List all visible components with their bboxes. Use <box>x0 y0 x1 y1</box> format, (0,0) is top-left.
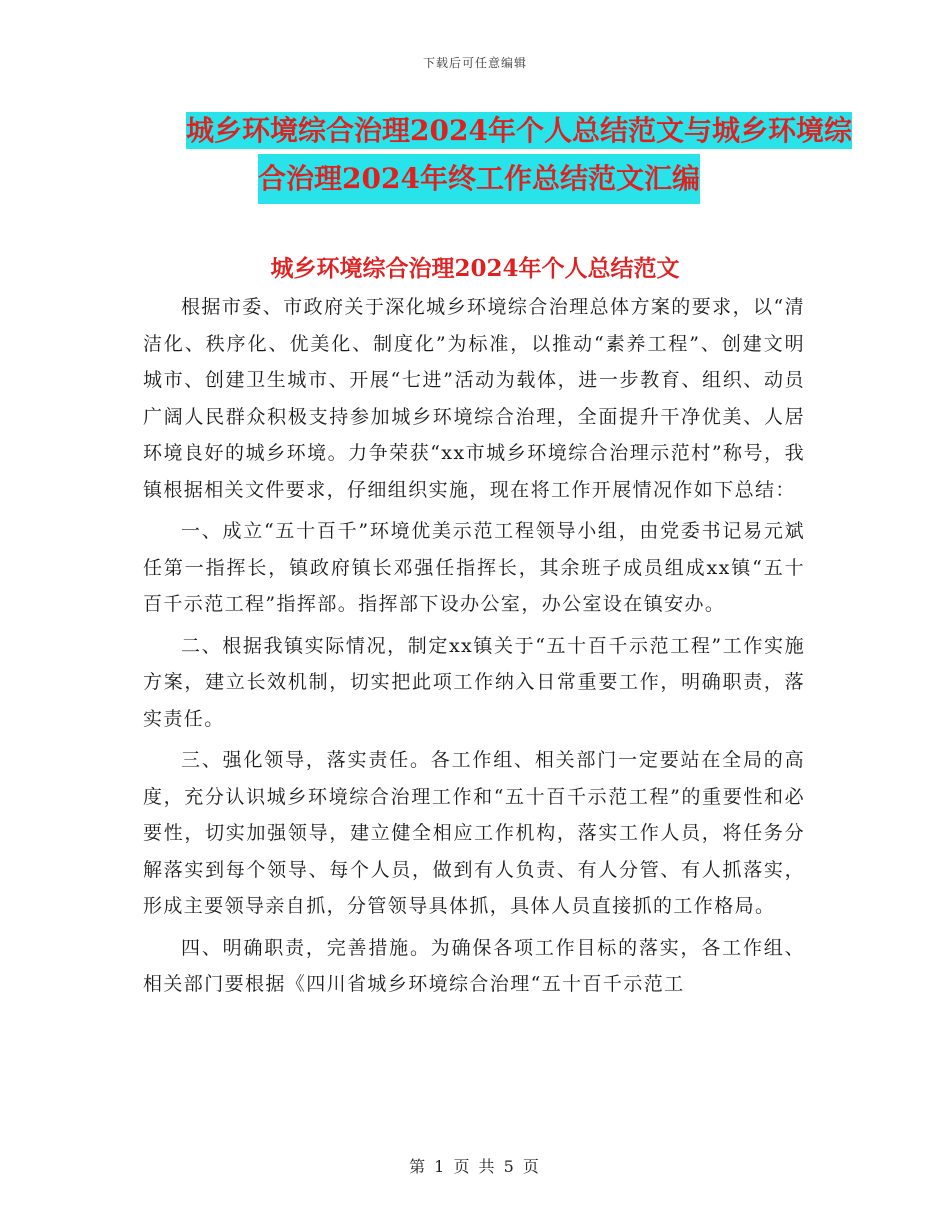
document-title-line-1: 城乡环境综合治理2024年个人总结范文与城乡环境综 <box>186 114 852 147</box>
page-header-note: 下载后可任意编辑 <box>422 56 527 70</box>
document-title-line-2: 合治理2024年终工作总结范文汇编 <box>258 154 700 204</box>
body-paragraph-4: 三、强化领导，落实责任。各工作组、相关部门一定要站在全局的高度，充分认识城乡环境综合治理工作和“五十百千示范工程”的重要性和必要性，切实加强领导，建立健全相应工作机构，落实工作人员，将任务分解落实到每个领导、每个人员，做到有人负责、有人分管、有人抓落实，形成主要领导亲自抓，分管领导具体抓，具体人员直接抓的工作格局。 <box>143 749 805 917</box>
page-number: 第 1 页 共 5 页 <box>409 1157 541 1176</box>
body-paragraph-3: 二、根据我镇实际情况，制定xx镇关于“五十百千示范工程”工作实施方案，建立长效机制，切实把此项工作纳入日常重要工作，明确职责，落实责任。 <box>143 634 805 730</box>
document-body <box>143 289 805 1003</box>
body-paragraph-2: 一、成立“五十百千”环境优美示范工程领导小组，由党委书记易元斌任第一指挥长，镇政府镇长邓强任指挥长，其余班子成员组成xx镇“五十百千示范工程”指挥部。指挥部下设办公室，办公室设在镇安办。 <box>143 520 805 615</box>
body-paragraph-5: 四、明确职责，完善措施。为确保各项工作目标的落实，各工作组、相关部门要根据《四川省城乡环境综合治理“五十百千示范工 <box>143 936 805 995</box>
body-paragraph-1: 根据市委、市政府关于深化城乡环境综合治理总体方案的要求，以“清洁化、秩序化、优美化、制度化”为标准，以推动“素养工程”、创建文明城市、创建卫生城市、开展“七进”活动为载体，进一步教育、组织、动员广阔人民群众积极支持参加城乡环境综合治理，全面提升干净优美、人居环境良好的城乡环境。力争荣获“xx市城乡环境综合治理示范村”称号，我镇根据相关文件要求，仔细组织实施，现在将工作开展情况作如下总结： <box>143 296 805 501</box>
section-title: 城乡环境综合治理2024年个人总结范文 <box>270 255 680 282</box>
document-title <box>0 108 950 204</box>
